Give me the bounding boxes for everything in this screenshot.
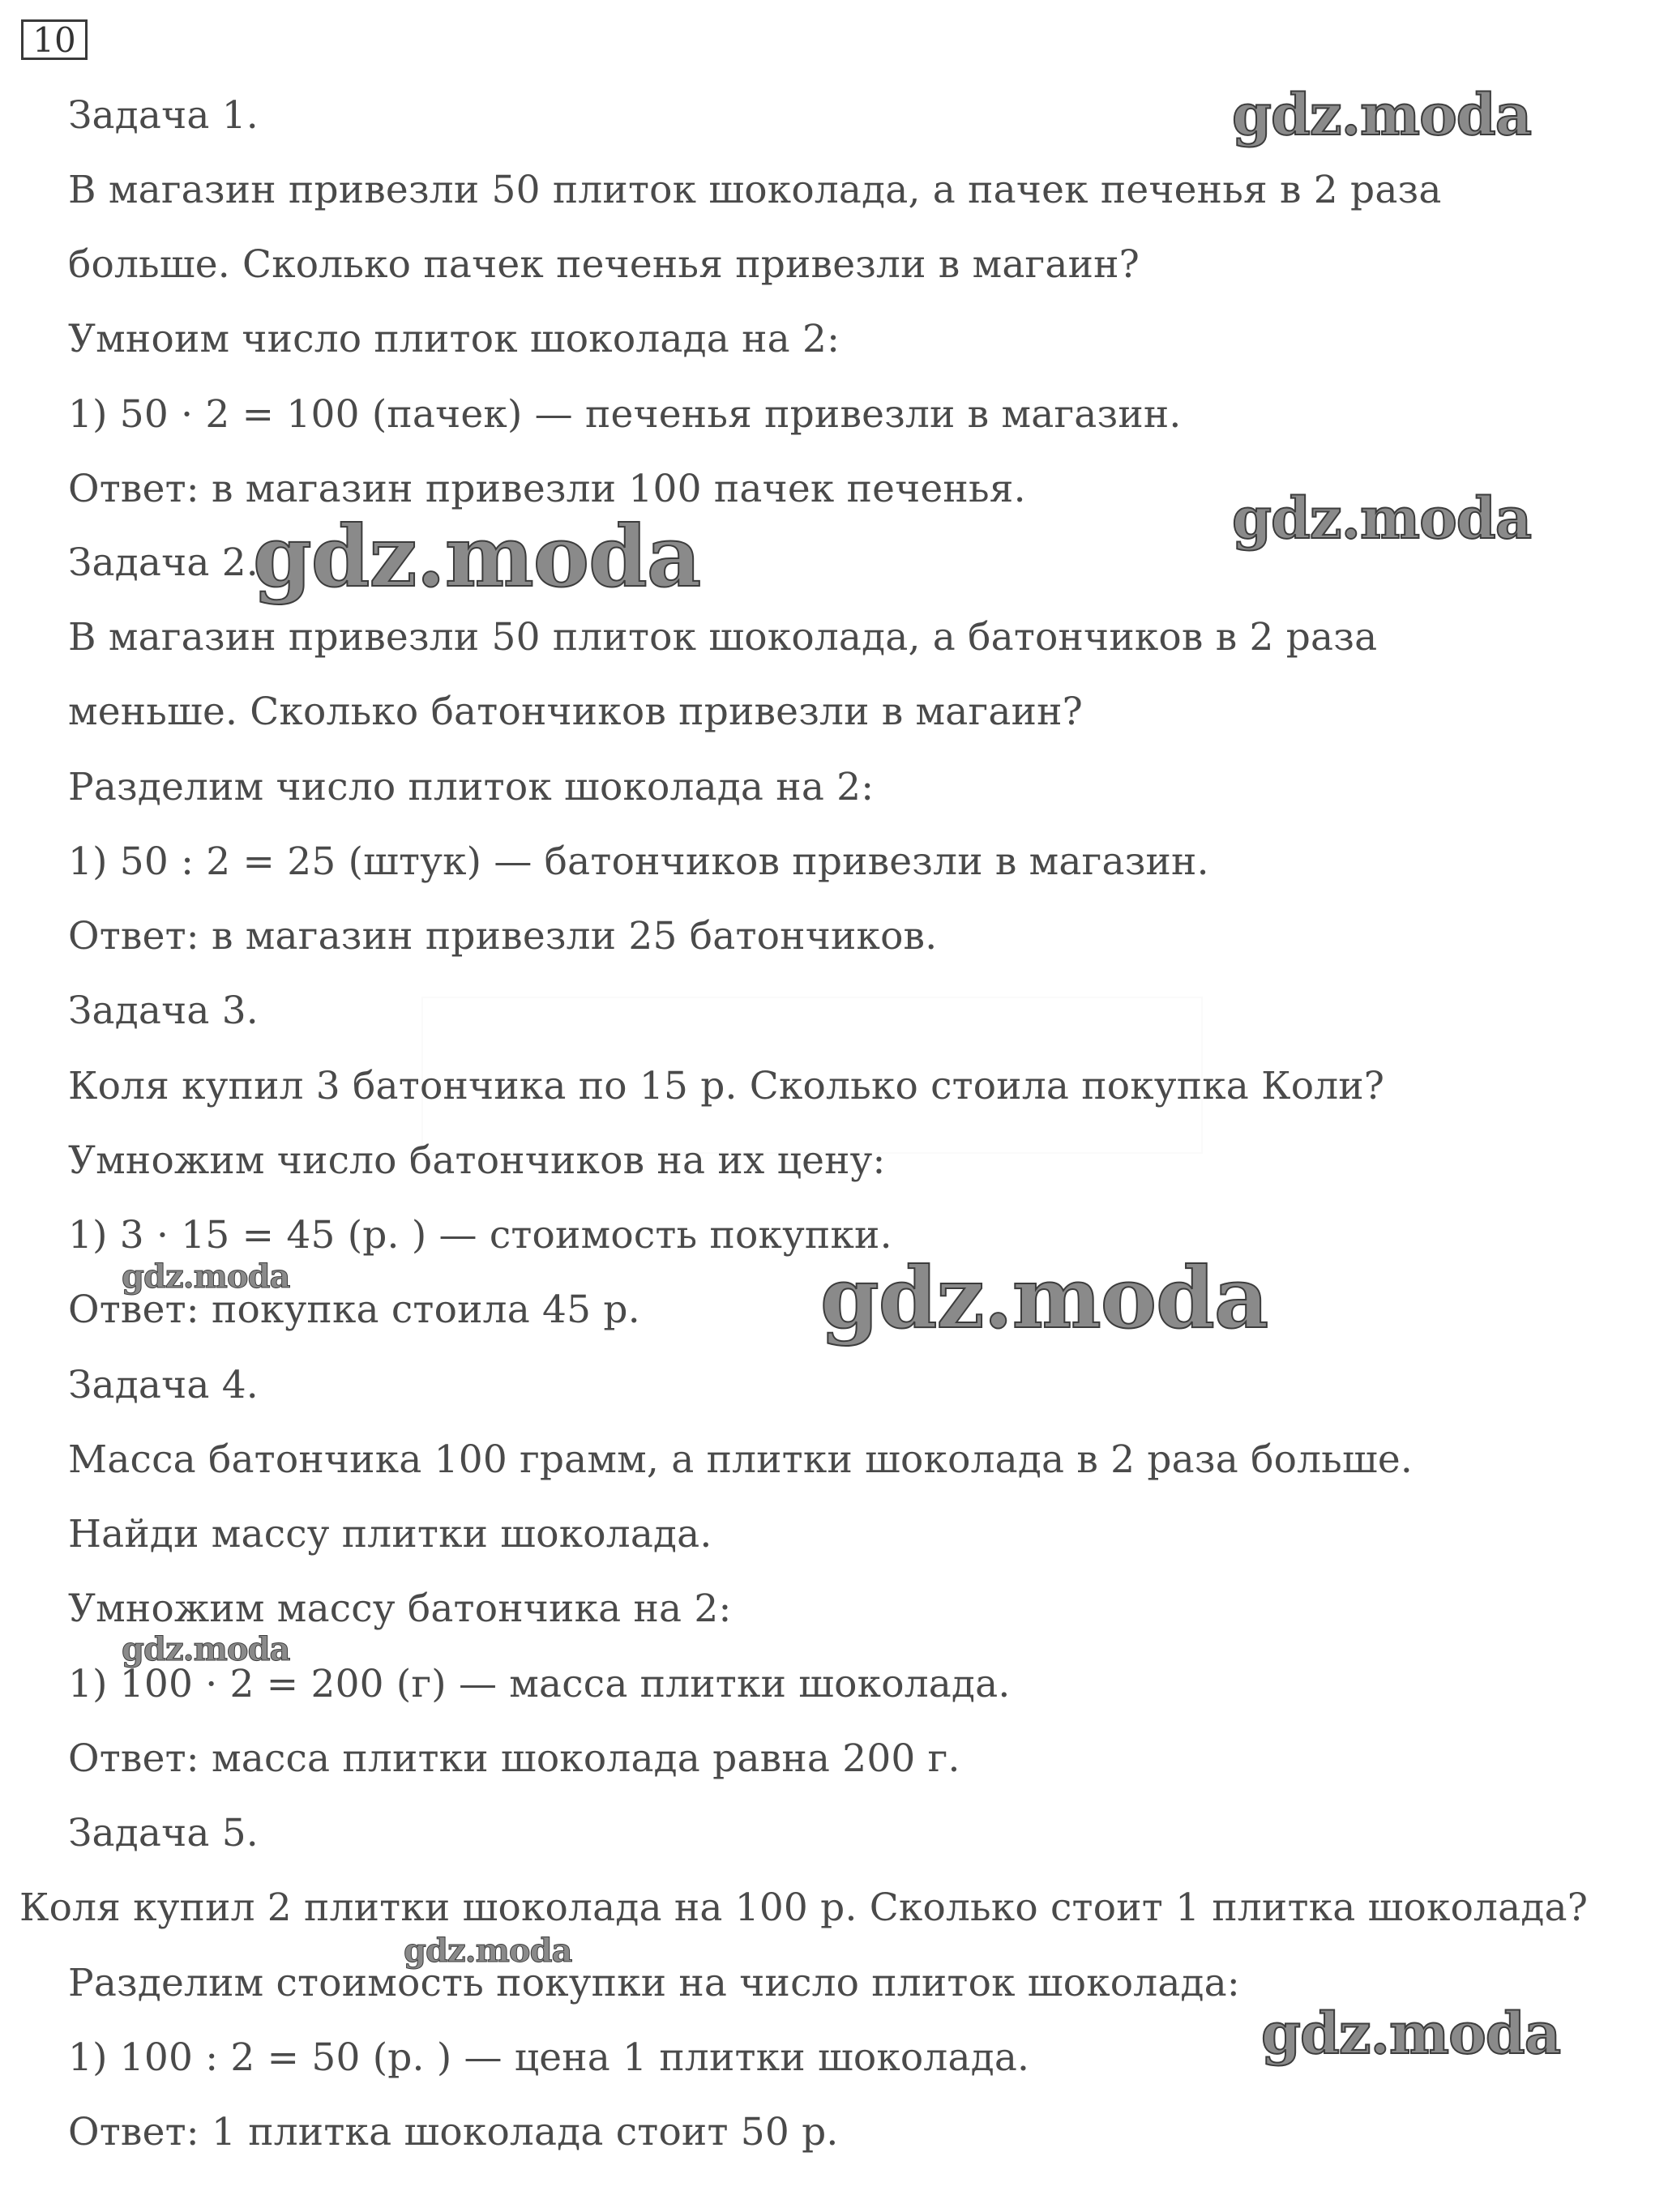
task-4-solution: 1) 100 · 2 = 200 (г) — масса плитки шоколада. xyxy=(68,1662,1011,1706)
task-3-text: Коля купил 3 батончика по 15 р. Сколько стоила покупка Коли? xyxy=(68,1064,1385,1108)
task-2-heading: Задача 2. xyxy=(68,540,259,585)
watermark-logo: gdz.moda xyxy=(1232,81,1532,148)
watermark-logo: gdz.moda xyxy=(1261,2000,1561,2067)
task-2-text-line-1: В магазин привезли 50 плиток шоколада, а батончиков в 2 раза xyxy=(68,615,1378,660)
task-4-answer: Ответ: масса плитки шоколада равна 200 г. xyxy=(68,1736,960,1781)
watermark-logo: gdz.moda xyxy=(122,1258,290,1296)
task-5-method: Разделим стоимость покупки на число плиток шоколада: xyxy=(68,1961,1240,2005)
task-1-heading: Задача 1. xyxy=(68,93,259,138)
task-1-solution: 1) 50 · 2 = 100 (пачек) — печенья привезли в магазин. xyxy=(68,392,1182,437)
task-4-text-line-2: Найди массу плитки шоколада. xyxy=(68,1512,712,1557)
watermark-logo: gdz.moda xyxy=(122,1630,290,1668)
watermark-logo: gdz.moda xyxy=(820,1248,1268,1347)
task-1-answer: Ответ: в магазин привезли 100 пачек печенья. xyxy=(68,467,1026,511)
task-2-method: Разделим число плиток шоколада на 2: xyxy=(68,765,875,809)
page-number: 10 xyxy=(21,19,88,60)
task-5-answer: Ответ: 1 плитка шоколада стоит 50 р. xyxy=(68,2110,839,2154)
task-1-text-line-1: В магазин привезли 50 плиток шоколада, а пачек печенья в 2 раза xyxy=(68,168,1442,212)
task-4-heading: Задача 4. xyxy=(68,1363,259,1407)
task-5-heading: Задача 5. xyxy=(68,1811,259,1855)
watermark-logo: gdz.moda xyxy=(1232,485,1532,552)
task-1-text-line-2: больше. Сколько пачек печенья привезли в магаин? xyxy=(68,242,1140,287)
task-2-answer: Ответ: в магазин привезли 25 батончиков. xyxy=(68,914,938,959)
task-3-solution: 1) 3 · 15 = 45 (р. ) — стоимость покупки. xyxy=(68,1213,892,1258)
task-1-method: Умноим число плиток шоколада на 2: xyxy=(68,317,840,361)
task-2-solution: 1) 50 : 2 = 25 (штук) — батончиков привезли в магазин. xyxy=(68,839,1209,884)
task-4-text-line-1: Масса батончика 100 грамм, а плитки шоколада в 2 раза больше. xyxy=(68,1437,1413,1482)
task-5-text: Коля купил 2 плитки шоколада на 100 р. Сколько стоит 1 плитка шоколада? xyxy=(19,1885,1589,1930)
watermark-logo: gdz.moda xyxy=(253,506,701,606)
watermark-logo: gdz.moda xyxy=(404,1932,572,1970)
task-2-text-line-2: меньше. Сколько батончиков привезли в магаин? xyxy=(68,690,1084,734)
task-3-answer: Ответ: покупка стоила 45 р. xyxy=(68,1287,640,1332)
task-5-solution: 1) 100 : 2 = 50 (р. ) — цена 1 плитки шоколада. xyxy=(68,2035,1030,2080)
task-4-method: Умножим массу батончика на 2: xyxy=(68,1586,732,1631)
task-3-heading: Задача 3. xyxy=(68,989,259,1033)
task-3-method: Умножим число батончиков на их цену: xyxy=(68,1138,886,1183)
